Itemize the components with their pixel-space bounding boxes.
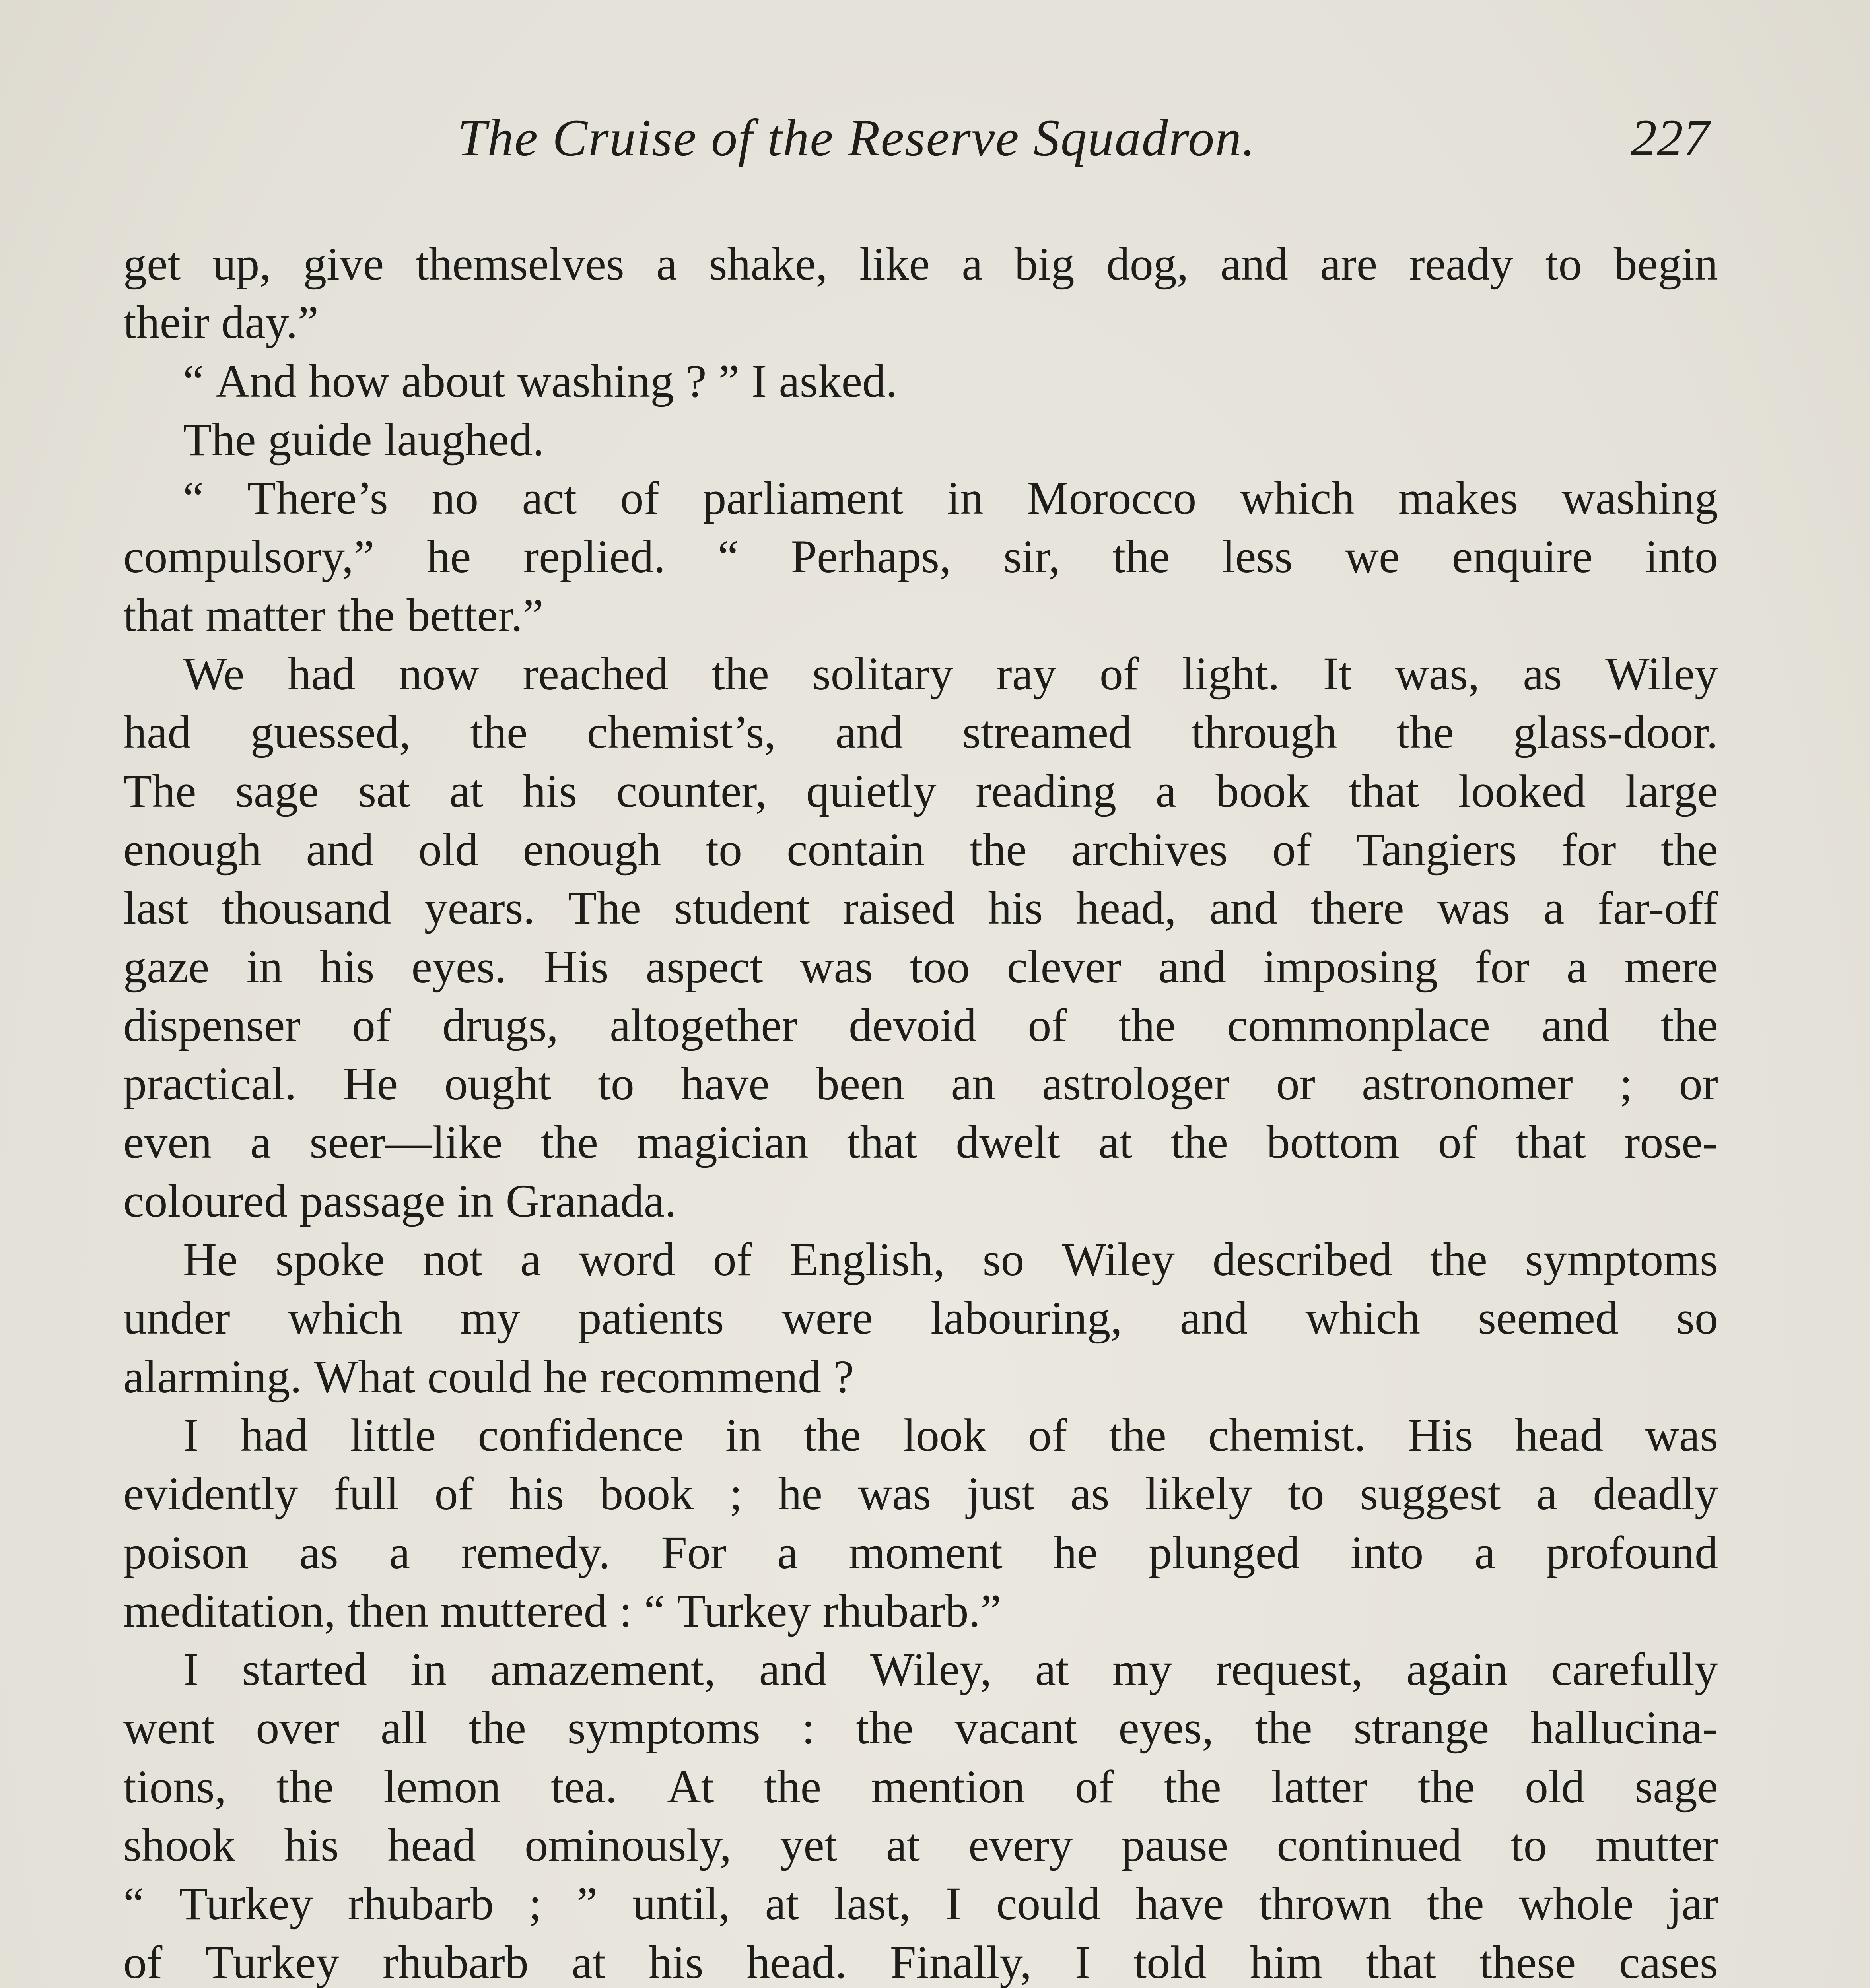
text-line: We had now reached the solitary ray of light. It was, as Wiley (183, 648, 1718, 700)
text-line: The guide laughed. (183, 413, 544, 466)
text-line: “ Turkey rhubarb ; ” until, at last, I could have thrown the whole jar (123, 1877, 1718, 1930)
text-line: compulsory,” he replied. “ Perhaps, sir, the less we enquire into (123, 530, 1718, 583)
text-line: dispenser of drugs, altogether devoid of the commonplace and the (123, 999, 1718, 1051)
text-line: coloured passage in Granada. (123, 1175, 676, 1227)
text-line: get up, give themselves a shake, like a big dog, and are ready to begin (123, 238, 1718, 290)
text-line: “ There’s no act of parliament in Morocco which makes washing (183, 472, 1718, 524)
text-line: I started in amazement, and Wiley, at my request, again carefully (183, 1643, 1718, 1696)
text-line: that matter the better.” (123, 589, 544, 641)
text-line: enough and old enough to contain the archives of Tangiers for the (123, 823, 1718, 876)
body-text (123, 235, 1718, 1988)
page-number: 227 (1631, 109, 1709, 167)
text-line: poison as a remedy. For a moment he plunged into a profound (123, 1526, 1718, 1578)
text-line: “ And how about washing ? ” I asked. (183, 355, 898, 407)
text-line: shook his head ominously, yet at every pause continued to mutter (123, 1819, 1718, 1872)
text-line: The sage sat at his counter, quietly reading a book that looked large (123, 765, 1718, 817)
text-line: their day.” (123, 296, 319, 349)
text-line: I had little confidence in the look of the chemist. His head was (183, 1409, 1718, 1461)
text-line: last thousand years. The student raised his head, and there was a far-off (123, 882, 1718, 934)
running-head: The Cruise of the Reserve Squadron. (457, 109, 1256, 167)
text-line: gaze in his eyes. His aspect was too clever and imposing for a mere (123, 940, 1718, 993)
text-line: had guessed, the chemist’s, and streamed through the glass-door. (123, 706, 1718, 759)
text-line: alarming. What could he recommend ? (123, 1350, 854, 1403)
text-line: under which my patients were labouring, and which seemed so (123, 1292, 1718, 1344)
text-line: went over all the symptoms : the vacant eyes, the strange hallucina- (123, 1702, 1718, 1754)
text-line: He spoke not a word of English, so Wiley described the symptoms (183, 1233, 1718, 1286)
text-line: of Turkey rhubarb at his head. Finally, I told him that these cases (123, 1936, 1718, 1988)
text-line: practical. He ought to have been an astrologer or astronomer ; or (123, 1058, 1718, 1110)
text-line: meditation, then muttered : “ Turkey rhubarb.” (123, 1584, 1001, 1637)
text-line: even a seer—like the magician that dwelt at the bottom of that rose- (123, 1116, 1718, 1169)
text-line: evidently full of his book ; he was just as likely to suggest a deadly (123, 1468, 1718, 1520)
text-line: tions, the lemon tea. At the mention of the latter the old sage (123, 1760, 1718, 1813)
